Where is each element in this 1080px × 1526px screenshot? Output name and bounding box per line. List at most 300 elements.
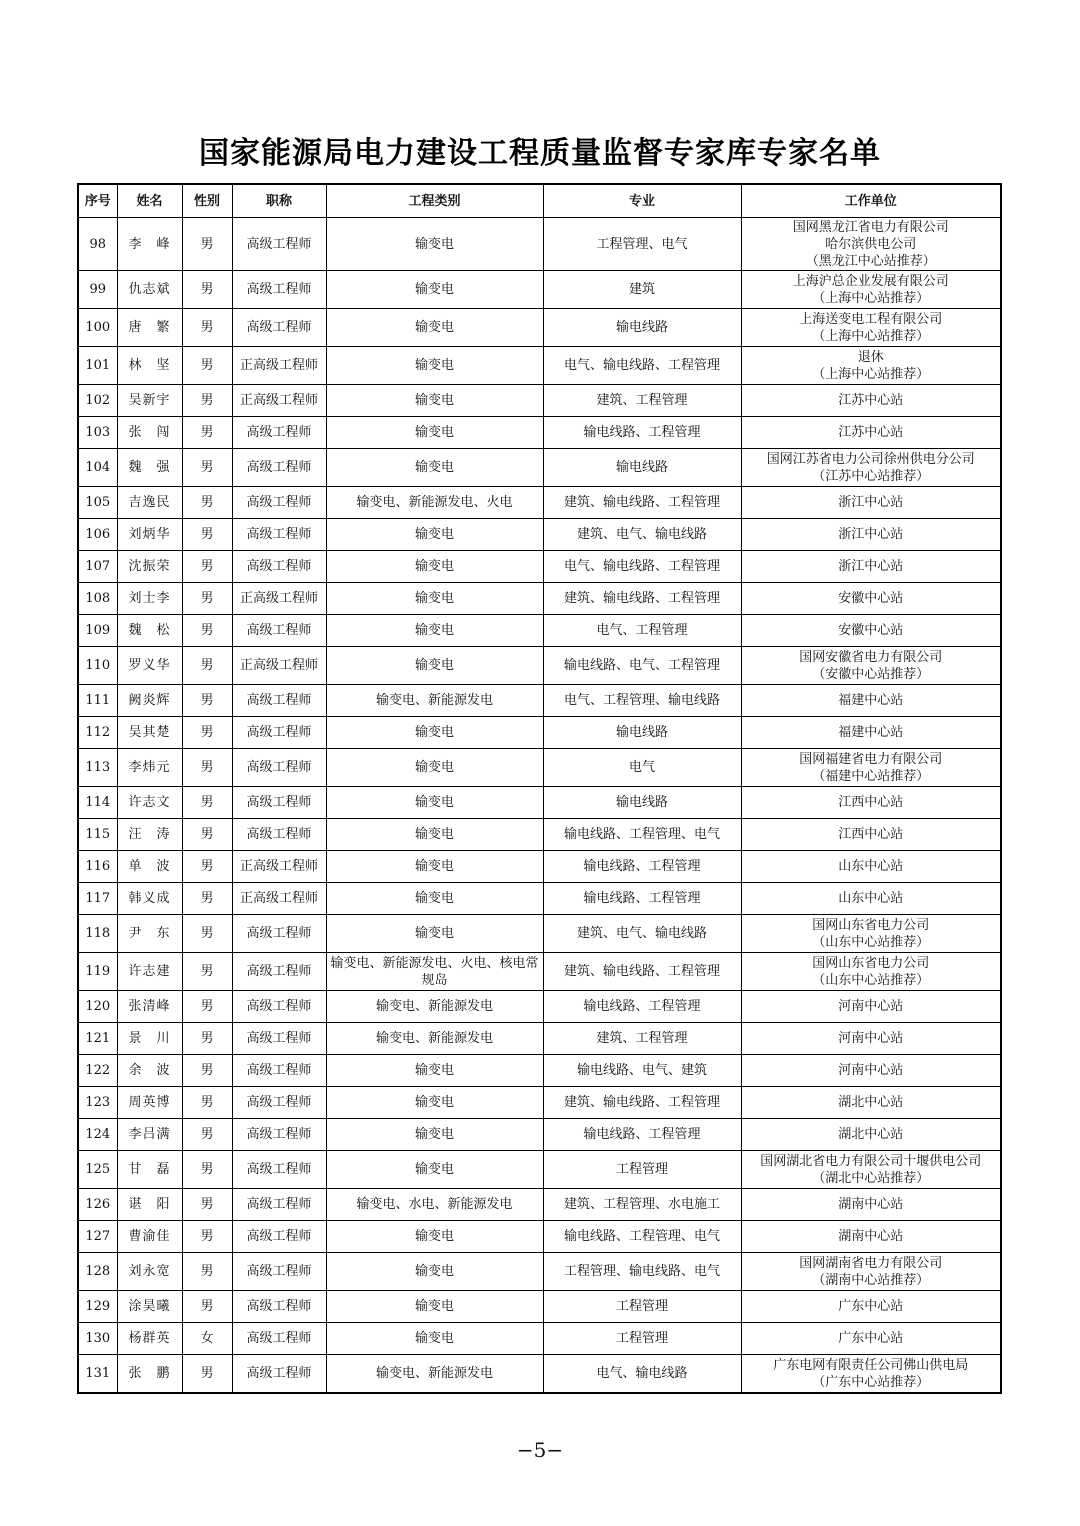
cell-category: 输变电: [326, 1253, 543, 1291]
table-row: [78, 787, 1001, 819]
unit-line: （湖北中心站推荐）: [812, 1170, 930, 1186]
cell-specialty: 工程管理: [543, 1151, 741, 1189]
cell-category: 输变电: [326, 647, 543, 685]
table-body: [78, 218, 1001, 1394]
header-no: 序号: [78, 184, 117, 218]
cell-no: 130: [78, 1323, 117, 1355]
cell-gender: 男: [182, 787, 232, 819]
cell-name: 仇志斌: [117, 271, 182, 309]
table-row: [78, 1355, 1001, 1394]
table-row: [78, 819, 1001, 851]
unit-line: （广东中心站推荐）: [812, 1374, 930, 1390]
table-row: [78, 1323, 1001, 1355]
cell-title: 高级工程师: [232, 218, 326, 271]
cell-specialty: 工程管理: [543, 1323, 741, 1355]
unit-line: 湖南中心站: [838, 1229, 904, 1244]
header-name: 姓名: [117, 184, 182, 218]
unit-line: （福建中心站推荐）: [812, 768, 930, 784]
table-row: [78, 749, 1001, 787]
unit-line: 浙江中心站: [838, 559, 904, 574]
cell-no: 111: [78, 685, 117, 717]
cell-name: 吴其楚: [117, 717, 182, 749]
cell-category: 输变电: [326, 1055, 543, 1087]
cell-name: 李炜元: [117, 749, 182, 787]
unit-line: 江西中心站: [838, 795, 904, 810]
cell-category: 输变电、新能源发电: [326, 685, 543, 717]
cell-title: 高级工程师: [232, 1291, 326, 1323]
cell-name: 魏 强: [117, 449, 182, 487]
cell-title: 高级工程师: [232, 1253, 326, 1291]
cell-title: 高级工程师: [232, 685, 326, 717]
cell-title: 高级工程师: [232, 551, 326, 583]
cell-gender: 男: [182, 953, 232, 991]
cell-category: 输变电、新能源发电、火电、核电常规岛: [326, 953, 543, 991]
cell-no: 105: [78, 487, 117, 519]
cell-no: 131: [78, 1355, 117, 1394]
unit-line: 江苏中心站: [838, 393, 904, 408]
table-row: [78, 1151, 1001, 1189]
unit-line: 河南中心站: [838, 1031, 904, 1046]
cell-unit: [741, 1291, 1001, 1323]
cell-specialty: 工程管理、电气: [543, 218, 741, 271]
cell-specialty: 建筑、输电线路、工程管理: [543, 953, 741, 991]
table-row: [78, 271, 1001, 309]
cell-category: 输变电、水电、新能源发电: [326, 1189, 543, 1221]
cell-gender: 男: [182, 385, 232, 417]
cell-gender: 男: [182, 615, 232, 647]
cell-title: 高级工程师: [232, 1355, 326, 1394]
page-number: −5−: [516, 1438, 564, 1462]
cell-name: 张清峰: [117, 991, 182, 1023]
cell-specialty: 建筑: [543, 271, 741, 309]
cell-category: 输变电: [326, 583, 543, 615]
cell-name: 罗义华: [117, 647, 182, 685]
cell-name: 许志建: [117, 953, 182, 991]
cell-title: 正高级工程师: [232, 347, 326, 385]
cell-no: 98: [78, 218, 117, 271]
cell-title: 高级工程师: [232, 449, 326, 487]
cell-category: 输变电: [326, 787, 543, 819]
cell-category: 输变电: [326, 749, 543, 787]
table-row: [78, 1055, 1001, 1087]
cell-specialty: 输电线路: [543, 309, 741, 347]
cell-category: 输变电: [326, 309, 543, 347]
cell-category: 输变电: [326, 1119, 543, 1151]
cell-gender: 男: [182, 851, 232, 883]
cell-specialty: 建筑、电气、输电线路: [543, 915, 741, 953]
cell-name: 李吕满: [117, 1119, 182, 1151]
unit-line: 广东电网有限责任公司佛山供电局: [773, 1357, 969, 1373]
cell-no: 108: [78, 583, 117, 615]
table-row: [78, 385, 1001, 417]
unit-line: 国网安徽省电力有限公司: [799, 649, 943, 665]
cell-name: 景 川: [117, 1023, 182, 1055]
table-row: [78, 953, 1001, 991]
cell-unit: [741, 1087, 1001, 1119]
unit-line: 退休: [857, 349, 884, 365]
cell-gender: 男: [182, 1291, 232, 1323]
cell-gender: 男: [182, 1253, 232, 1291]
cell-title: 高级工程师: [232, 991, 326, 1023]
cell-no: 104: [78, 449, 117, 487]
cell-gender: 男: [182, 647, 232, 685]
unit-line: 上海送变电工程有限公司: [799, 311, 943, 327]
unit-line: 国网黑龙江省电力有限公司: [792, 219, 949, 235]
cell-unit: [741, 347, 1001, 385]
cell-title: 正高级工程师: [232, 883, 326, 915]
header-specialty: 专业: [543, 184, 741, 218]
cell-no: 102: [78, 385, 117, 417]
cell-unit: [741, 915, 1001, 953]
cell-name: 阙炎辉: [117, 685, 182, 717]
cell-title: 高级工程师: [232, 717, 326, 749]
cell-specialty: 建筑、工程管理、水电施工: [543, 1189, 741, 1221]
cell-title: 高级工程师: [232, 1151, 326, 1189]
cell-gender: 男: [182, 487, 232, 519]
cell-specialty: 输电线路: [543, 787, 741, 819]
cell-unit: [741, 787, 1001, 819]
cell-specialty: 建筑、工程管理: [543, 1023, 741, 1055]
cell-no: 116: [78, 851, 117, 883]
unit-line: 广东中心站: [838, 1331, 904, 1346]
cell-category: 输变电: [326, 915, 543, 953]
table-row: [78, 519, 1001, 551]
unit-line: 哈尔滨供电公司: [825, 236, 917, 252]
cell-unit: [741, 819, 1001, 851]
cell-no: 128: [78, 1253, 117, 1291]
cell-name: 单 波: [117, 851, 182, 883]
document-title: 国家能源局电力建设工程质量监督专家库专家名单: [199, 136, 881, 171]
cell-category: 输变电: [326, 271, 543, 309]
cell-unit: [741, 1355, 1001, 1394]
cell-title: 正高级工程师: [232, 647, 326, 685]
cell-no: 125: [78, 1151, 117, 1189]
cell-name: 张 鹏: [117, 1355, 182, 1394]
cell-title: 高级工程师: [232, 1055, 326, 1087]
unit-line: （上海中心站推荐）: [812, 366, 930, 382]
cell-specialty: 输电线路、工程管理: [543, 991, 741, 1023]
unit-line: 湖南中心站: [838, 1197, 904, 1212]
cell-specialty: 输电线路: [543, 449, 741, 487]
cell-no: 129: [78, 1291, 117, 1323]
cell-category: 输变电、新能源发电: [326, 991, 543, 1023]
table-row: [78, 449, 1001, 487]
cell-unit: [741, 685, 1001, 717]
unit-line: 河南中心站: [838, 999, 904, 1014]
cell-category: 输变电、新能源发电、火电: [326, 487, 543, 519]
cell-gender: 男: [182, 1055, 232, 1087]
cell-no: 122: [78, 1055, 117, 1087]
cell-unit: [741, 487, 1001, 519]
cell-gender: 男: [182, 417, 232, 449]
cell-gender: 女: [182, 1323, 232, 1355]
cell-title: 高级工程师: [232, 1221, 326, 1253]
cell-name: 谌 阳: [117, 1189, 182, 1221]
cell-specialty: 输电线路、工程管理: [543, 417, 741, 449]
cell-no: 117: [78, 883, 117, 915]
cell-title: 高级工程师: [232, 1023, 326, 1055]
unit-line: 江苏中心站: [838, 425, 904, 440]
cell-name: 林 坚: [117, 347, 182, 385]
cell-unit: [741, 615, 1001, 647]
cell-name: 甘 磊: [117, 1151, 182, 1189]
cell-category: 输变电: [326, 615, 543, 647]
cell-specialty: 电气、输电线路、工程管理: [543, 347, 741, 385]
unit-line: 国网山东省电力公司: [812, 955, 930, 971]
cell-title: 高级工程师: [232, 615, 326, 647]
table-row: [78, 991, 1001, 1023]
cell-name: 唐 繁: [117, 309, 182, 347]
cell-gender: 男: [182, 819, 232, 851]
header-category: 工程类别: [326, 184, 543, 218]
cell-title: 正高级工程师: [232, 583, 326, 615]
cell-unit: [741, 271, 1001, 309]
table-row: [78, 615, 1001, 647]
cell-gender: 男: [182, 991, 232, 1023]
header-title: 职称: [232, 184, 326, 218]
unit-line: 上海沪总企业发展有限公司: [792, 273, 949, 289]
cell-name: 汪 涛: [117, 819, 182, 851]
cell-unit: [741, 417, 1001, 449]
cell-gender: 男: [182, 717, 232, 749]
cell-category: 输变电: [326, 1151, 543, 1189]
cell-gender: 男: [182, 685, 232, 717]
unit-line: 山东中心站: [838, 859, 904, 874]
cell-category: 输变电: [326, 347, 543, 385]
cell-unit: [741, 385, 1001, 417]
cell-category: 输变电: [326, 717, 543, 749]
cell-unit: [741, 218, 1001, 271]
cell-gender: 男: [182, 449, 232, 487]
cell-unit: [741, 1323, 1001, 1355]
cell-name: 许志文: [117, 787, 182, 819]
cell-no: 126: [78, 1189, 117, 1221]
cell-unit: [741, 519, 1001, 551]
cell-specialty: 输电线路、工程管理、电气: [543, 819, 741, 851]
unit-line: 国网山东省电力公司: [812, 917, 930, 933]
cell-gender: 男: [182, 1189, 232, 1221]
cell-gender: 男: [182, 218, 232, 271]
unit-line: 江西中心站: [838, 827, 904, 842]
cell-unit: [741, 1151, 1001, 1189]
cell-specialty: 输电线路、工程管理: [543, 851, 741, 883]
cell-gender: 男: [182, 1119, 232, 1151]
cell-no: 119: [78, 953, 117, 991]
cell-specialty: 电气、工程管理: [543, 615, 741, 647]
cell-no: 100: [78, 309, 117, 347]
cell-category: 输变电: [326, 385, 543, 417]
cell-gender: 男: [182, 1221, 232, 1253]
cell-no: 110: [78, 647, 117, 685]
table-row: [78, 417, 1001, 449]
unit-line: 国网湖南省电力有限公司: [799, 1255, 943, 1271]
cell-title: 高级工程师: [232, 309, 326, 347]
unit-line: 浙江中心站: [838, 527, 904, 542]
cell-title: 高级工程师: [232, 417, 326, 449]
cell-title: 高级工程师: [232, 487, 326, 519]
unit-line: （湖南中心站推荐）: [812, 1272, 930, 1288]
cell-category: 输变电: [326, 449, 543, 487]
unit-line: 河南中心站: [838, 1063, 904, 1078]
cell-gender: 男: [182, 1087, 232, 1119]
unit-line: （山东中心站推荐）: [812, 934, 930, 950]
cell-title: 高级工程师: [232, 819, 326, 851]
cell-no: 103: [78, 417, 117, 449]
table-row: [78, 309, 1001, 347]
unit-line: （上海中心站推荐）: [812, 328, 930, 344]
cell-name: 沈振荣: [117, 551, 182, 583]
cell-title: 高级工程师: [232, 1087, 326, 1119]
cell-title: 高级工程师: [232, 1323, 326, 1355]
table-row: [78, 1023, 1001, 1055]
cell-title: 高级工程师: [232, 749, 326, 787]
cell-gender: 男: [182, 1355, 232, 1394]
cell-unit: [741, 717, 1001, 749]
header-unit: 工作单位: [741, 184, 1001, 218]
cell-specialty: 输电线路、工程管理、电气: [543, 1221, 741, 1253]
cell-unit: [741, 583, 1001, 615]
table-row: [78, 1087, 1001, 1119]
cell-specialty: 电气、工程管理、输电线路: [543, 685, 741, 717]
cell-category: 输变电: [326, 883, 543, 915]
table-row: [78, 347, 1001, 385]
table-header: [78, 184, 1001, 218]
cell-gender: 男: [182, 915, 232, 953]
cell-no: 113: [78, 749, 117, 787]
cell-gender: 男: [182, 347, 232, 385]
cell-name: 吴新宇: [117, 385, 182, 417]
cell-unit: [741, 309, 1001, 347]
unit-line: 湖北中心站: [838, 1127, 904, 1142]
cell-category: 输变电、新能源发电: [326, 1023, 543, 1055]
cell-no: 123: [78, 1087, 117, 1119]
cell-specialty: 电气: [543, 749, 741, 787]
cell-name: 吉逸民: [117, 487, 182, 519]
cell-no: 115: [78, 819, 117, 851]
cell-unit: [741, 883, 1001, 915]
cell-no: 120: [78, 991, 117, 1023]
cell-name: 尹 东: [117, 915, 182, 953]
cell-unit: [741, 1055, 1001, 1087]
cell-name: 周英博: [117, 1087, 182, 1119]
cell-gender: 男: [182, 519, 232, 551]
table-row: [78, 1221, 1001, 1253]
cell-category: 输变电: [326, 1323, 543, 1355]
cell-unit: [741, 647, 1001, 685]
cell-unit: [741, 749, 1001, 787]
unit-line: 福建中心站: [838, 693, 904, 708]
unit-line: 湖北中心站: [838, 1095, 904, 1110]
cell-gender: 男: [182, 271, 232, 309]
cell-unit: [741, 1253, 1001, 1291]
cell-name: 刘炳华: [117, 519, 182, 551]
expert-table: [77, 183, 1002, 1394]
cell-category: 输变电: [326, 1221, 543, 1253]
cell-title: 正高级工程师: [232, 385, 326, 417]
cell-specialty: 工程管理: [543, 1291, 741, 1323]
cell-title: 高级工程师: [232, 1119, 326, 1151]
cell-name: 刘永宽: [117, 1253, 182, 1291]
cell-gender: 男: [182, 883, 232, 915]
cell-no: 106: [78, 519, 117, 551]
cell-gender: 男: [182, 583, 232, 615]
cell-category: 输变电: [326, 1291, 543, 1323]
cell-specialty: 电气、输电线路: [543, 1355, 741, 1394]
cell-title: 高级工程师: [232, 787, 326, 819]
cell-title: 高级工程师: [232, 1189, 326, 1221]
cell-gender: 男: [182, 1151, 232, 1189]
cell-specialty: 建筑、工程管理: [543, 385, 741, 417]
cell-no: 127: [78, 1221, 117, 1253]
cell-unit: [741, 551, 1001, 583]
table-row: [78, 583, 1001, 615]
cell-unit: [741, 991, 1001, 1023]
cell-specialty: 建筑、输电线路、工程管理: [543, 1087, 741, 1119]
cell-category: 输变电: [326, 851, 543, 883]
cell-category: 输变电、新能源发电: [326, 1355, 543, 1394]
cell-name: 李 峰: [117, 218, 182, 271]
table-row: [78, 851, 1001, 883]
table-row: [78, 1119, 1001, 1151]
cell-name: 魏 松: [117, 615, 182, 647]
cell-specialty: 输电线路、电气、建筑: [543, 1055, 741, 1087]
table-row: [78, 883, 1001, 915]
cell-category: 输变电: [326, 218, 543, 271]
cell-specialty: 输电线路: [543, 717, 741, 749]
cell-title: 高级工程师: [232, 915, 326, 953]
table-row: [78, 551, 1001, 583]
unit-line: 福建中心站: [838, 725, 904, 740]
cell-no: 118: [78, 915, 117, 953]
cell-no: 109: [78, 615, 117, 647]
cell-category: 输变电: [326, 1087, 543, 1119]
unit-line: 国网湖北省电力有限公司十堰供电公司: [760, 1153, 982, 1169]
cell-no: 107: [78, 551, 117, 583]
table-row: [78, 1291, 1001, 1323]
table-row: [78, 685, 1001, 717]
cell-specialty: 输电线路、电气、工程管理: [543, 647, 741, 685]
cell-gender: 男: [182, 551, 232, 583]
table-row: [78, 647, 1001, 685]
unit-line: 安徽中心站: [838, 623, 904, 638]
header-gender: 性别: [182, 184, 232, 218]
cell-title: 高级工程师: [232, 953, 326, 991]
cell-name: 韩义成: [117, 883, 182, 915]
unit-line: 安徽中心站: [838, 591, 904, 606]
unit-line: 山东中心站: [838, 891, 904, 906]
cell-title: 高级工程师: [232, 271, 326, 309]
cell-specialty: 工程管理、输电线路、电气: [543, 1253, 741, 1291]
cell-category: 输变电: [326, 519, 543, 551]
cell-no: 114: [78, 787, 117, 819]
header-row: [78, 184, 1001, 218]
cell-unit: [741, 449, 1001, 487]
cell-unit: [741, 1119, 1001, 1151]
cell-name: 张 闯: [117, 417, 182, 449]
cell-specialty: 电气、输电线路、工程管理: [543, 551, 741, 583]
table-row: [78, 487, 1001, 519]
cell-no: 101: [78, 347, 117, 385]
table-row: [78, 218, 1001, 271]
cell-name: 杨群英: [117, 1323, 182, 1355]
cell-gender: 男: [182, 1023, 232, 1055]
cell-name: 刘士李: [117, 583, 182, 615]
cell-unit: [741, 1189, 1001, 1221]
cell-unit: [741, 1023, 1001, 1055]
cell-gender: 男: [182, 749, 232, 787]
cell-category: 输变电: [326, 819, 543, 851]
table-row: [78, 915, 1001, 953]
